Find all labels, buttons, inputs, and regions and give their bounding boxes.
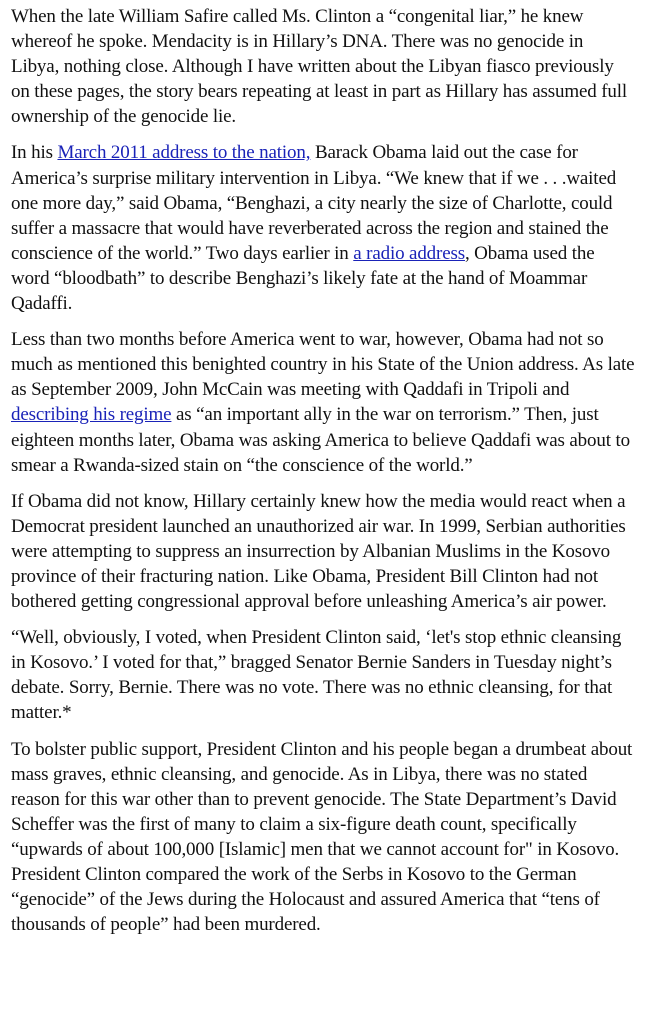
paragraph-text: In his [11, 142, 58, 164]
paragraph-sanders: “Well, obviously, I voted, when President Clinton said, ‘let's stop ethnic cleansing in Kosovo.’ I voted for that,” bragged Senator Bernie Sanders in Tuesday night’s debate. Sorry, Bernie. There was no vote. There was no ethnic cleansing, for that matter.* [11, 627, 622, 724]
paragraph-mccain [11, 327, 636, 478]
link-describing-his-regime[interactable]: describing his regime [11, 404, 172, 426]
link-radio-address[interactable]: a radio address [353, 242, 465, 264]
paragraph-text: as “an important ally in the war on terrorism.” Then, just eighteen months later, Obama was asking America to believe Qaddafi was about to smear a Rwanda-sized stain on “the conscience of the world.” [11, 404, 630, 476]
paragraph-obama-address [11, 140, 636, 316]
paragraph-kosovo: If Obama did not know, Hillary certainly knew how the media would react when a Democrat president launched an unauthorized air war. In 1999, Serbian authorities were attempting to suppress an insurrection by Albanian Muslims in the Kosovo province of their fracturing nation. Like Obama, President Bill Clinton had not bothered getting congressional approval before unleashing America’s air power. [11, 490, 626, 613]
paragraph-scheffer: To bolster public support, President Clinton and his people began a drumbeat about mass graves, ethnic cleansing, and genocide. As in Libya, there was no stated reason for this war other than to prevent genocide. The State Department’s David Scheffer was the first of many to claim a six-figure death count, specifically “upwards of about 100,000 [Islamic] men that we cannot account for" in Kosovo. President Clinton compared the work of the Serbs in Kosovo to the German “genocide” of the Jews during the Holocaust and assured America that “tens of thousands of people” had been murdered. [11, 738, 633, 936]
paragraph-text: Less than two months before America went to war, however, Obama had not so much as mentioned this benighted country in his State of the Union address. As late as September 2009, John McCain was meeting with Qaddafi in Tripoli and [11, 329, 635, 401]
paragraph-text: Barack Obama laid out the case for America’s surprise military intervention in Libya. “We knew that if we . . .waited one more day,” said Obama, “Benghazi, a city nearly the size of Charlotte, could suffer a massacre that would have reverberated across the region and stained the conscience of the world.” Two days earlier in [11, 142, 617, 264]
link-march-2011-address[interactable]: March 2011 address to the nation, [57, 142, 311, 164]
paragraph-text: , Obama used the word “bloodbath” to describe Benghazi’s likely fate at the hand of Moammar Qadaffi. [11, 242, 595, 315]
paragraph-safire: When the late William Safire called Ms. Clinton a “congenital liar,” he knew whereof he spoke. Mendacity is in Hillary’s DNA. There was no genocide in Libya, nothing close. Although I have written about the Libyan fiasco previously on these pages, the story bears repeating at least in part as Hillary has assumed full ownership of the genocide lie. [11, 6, 628, 128]
